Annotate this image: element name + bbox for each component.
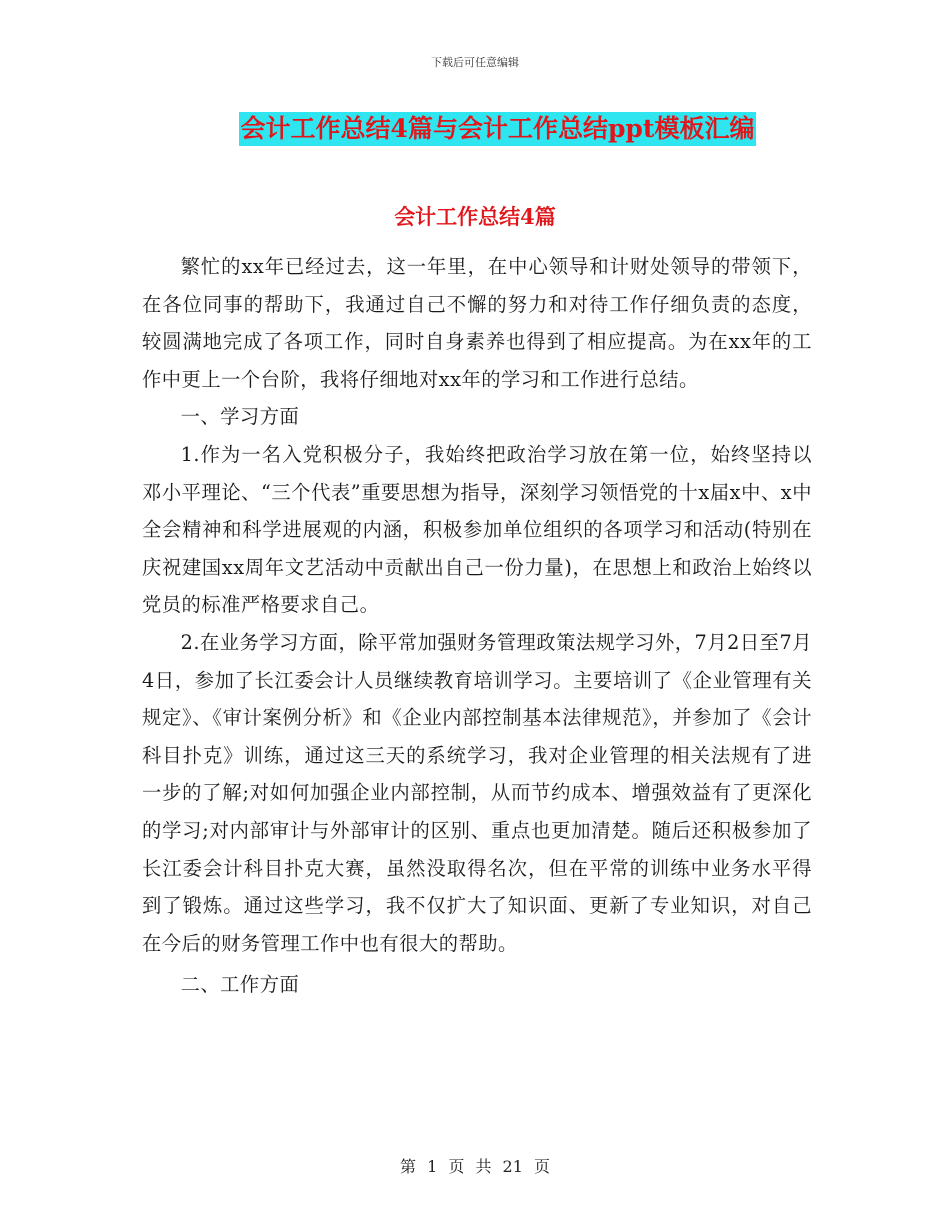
paragraph-study-2: 2.在业务学习方面，除平常加强财务管理政策法规学习外，7月2日至7月4日，参加了长江委会计人员继续教育培训学习。主要培训了《企业管理有关规定》、《审计案例分析》和《企业内部控制基本法律规范》，并参加了《会计科目扑克》训练，通过这三天的系统学习，我对企业管理的相关法规有了进一步的了解;对如何加强企业内部控制，从而节约成本、增强效益有了更深化的学习;对内部审计与外部审计的区别、重点也更加清楚。随后还积极参加了长江委会计科目扑克大赛，虽然没取得名次，但在平常的训练中业务水平得到了锻炼。通过这些学习，我不仅扩大了知识面、更新了专业知识，对自己在今后的财务管理工作中也有很大的帮助。 [142, 630, 812, 955]
page-footer: 第 1 页 共 21 页 [400, 1157, 550, 1176]
document-body [142, 248, 812, 1004]
main-title: 会计工作总结4篇与会计工作总结ppt模板汇编 [239, 112, 757, 146]
heading-work: 二、工作方面 [180, 973, 300, 997]
main-title-container [0, 112, 950, 146]
paragraph-intro: 繁忙的xx年已经过去，这一年里，在中心领导和计财处领导的带领下，在各位同事的帮助下，我通过自己不懈的努力和对待工作仔细负责的态度，较圆满地完成了各项工作，同时自身素养也得到了相应提高。为在xx年的工作中更上一个台阶，我将仔细地对xx年的学习和工作进行总结。 [142, 255, 812, 391]
header-note: 下载后可任意编辑 [431, 56, 519, 69]
section-title: 会计工作总结4篇 [394, 204, 556, 229]
paragraph-study-1: 1.作为一名入党积极分子，我始终把政治学习放在第一位，始终坚持以邓小平理论、“三个代表”重要思想为指导，深刻学习领悟党的十x届x中、x中全会精神和科学进展观的内涵，积极参加单位组织的各项学习和活动(特别在庆祝建国xx周年文艺活动中贡献出自己一份力量)，在思想上和政治上始终以党员的标准严格要求自己。 [142, 442, 812, 617]
heading-study: 一、学习方面 [180, 405, 300, 429]
